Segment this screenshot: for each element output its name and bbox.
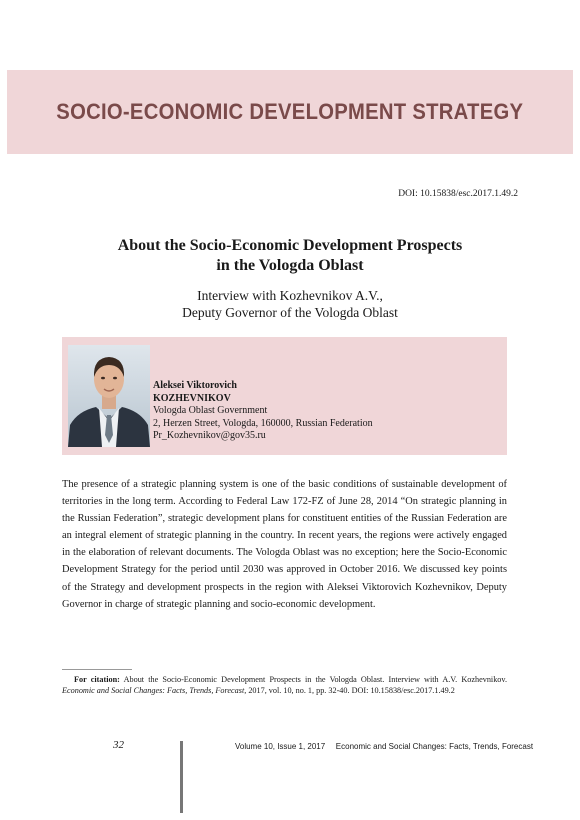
citation-text: About the Socio-Economic Development Prospects in the Vologda Oblast. Interview with A.V. Kozhevnikov. bbox=[123, 675, 508, 684]
author-name: Aleksei Viktorovich bbox=[153, 380, 237, 391]
author-info bbox=[153, 380, 373, 443]
footer-divider bbox=[180, 741, 183, 813]
article-subtitle bbox=[0, 287, 580, 321]
author-organization: Vologda Oblast Government bbox=[153, 405, 268, 416]
article-title bbox=[0, 236, 580, 276]
page-number: 32 bbox=[113, 739, 124, 751]
footer-journal: Economic and Social Changes: Facts, Trends, Forecast bbox=[335, 741, 534, 751]
citation bbox=[62, 674, 507, 696]
author-address: 2, Herzen Street, Vologda, 160000, Russian Federation bbox=[153, 417, 373, 429]
footnote-rule bbox=[62, 669, 132, 670]
citation-journal: Economic and Social Changes: Facts, Trends, Forecast bbox=[62, 686, 245, 695]
author-surname: KOZHEVNIKOV bbox=[153, 392, 231, 404]
abstract: The presence of a strategic planning system is one of the basic conditions of sustainable development of territories in the long term. According to Federal Law 172-FZ of June 28, 2014 “On strategic planning in the Russian Federation”, strategic development plans for constituent entities of the Russian Federation are an integral element of strategic planning in the country. In recent years, the regions were actively engaged in the elaboration of relevant documents. The Vologda Oblast was no exception; here the Socio-Economic Development Strategy for the period until 2030 was approved in October 2016. We discussed key points of the Strategy and development prospects in the region with Aleksei Viktorovich Kozhevnikov, Deputy Governor in charge of strategic planning and socio-economic development. bbox=[62, 479, 507, 610]
footer-info bbox=[235, 741, 533, 751]
article-subtitle-line-1: Interview with Kozhevnikov A.V., bbox=[197, 288, 383, 303]
citation-details: , 2017, vol. 10, no. 1, pp. 32-40. DOI: 10.15838/esc.2017.1.49.2 bbox=[244, 686, 455, 695]
section-title: SOCIO-ECONOMIC DEVELOPMENT STRATEGY bbox=[56, 99, 524, 124]
section-banner bbox=[7, 70, 573, 154]
article-subtitle-line-2: Deputy Governor of the Vologda Oblast bbox=[182, 305, 398, 320]
author-email[interactable]: Pr_Kozhevnikov@gov35.ru bbox=[153, 430, 266, 441]
author-photo bbox=[68, 345, 150, 447]
author-box bbox=[62, 337, 507, 455]
article-title-line-2: in the Vologda Oblast bbox=[216, 257, 364, 274]
article-title-line-1: About the Socio-Economic Development Prospects bbox=[117, 237, 463, 254]
doi[interactable]: DOI: 10.15838/esc.2017.1.49.2 bbox=[398, 189, 518, 199]
footer-volume: Volume 10, Issue 1, 2017 bbox=[235, 741, 326, 751]
citation-label: For citation: bbox=[74, 675, 120, 684]
